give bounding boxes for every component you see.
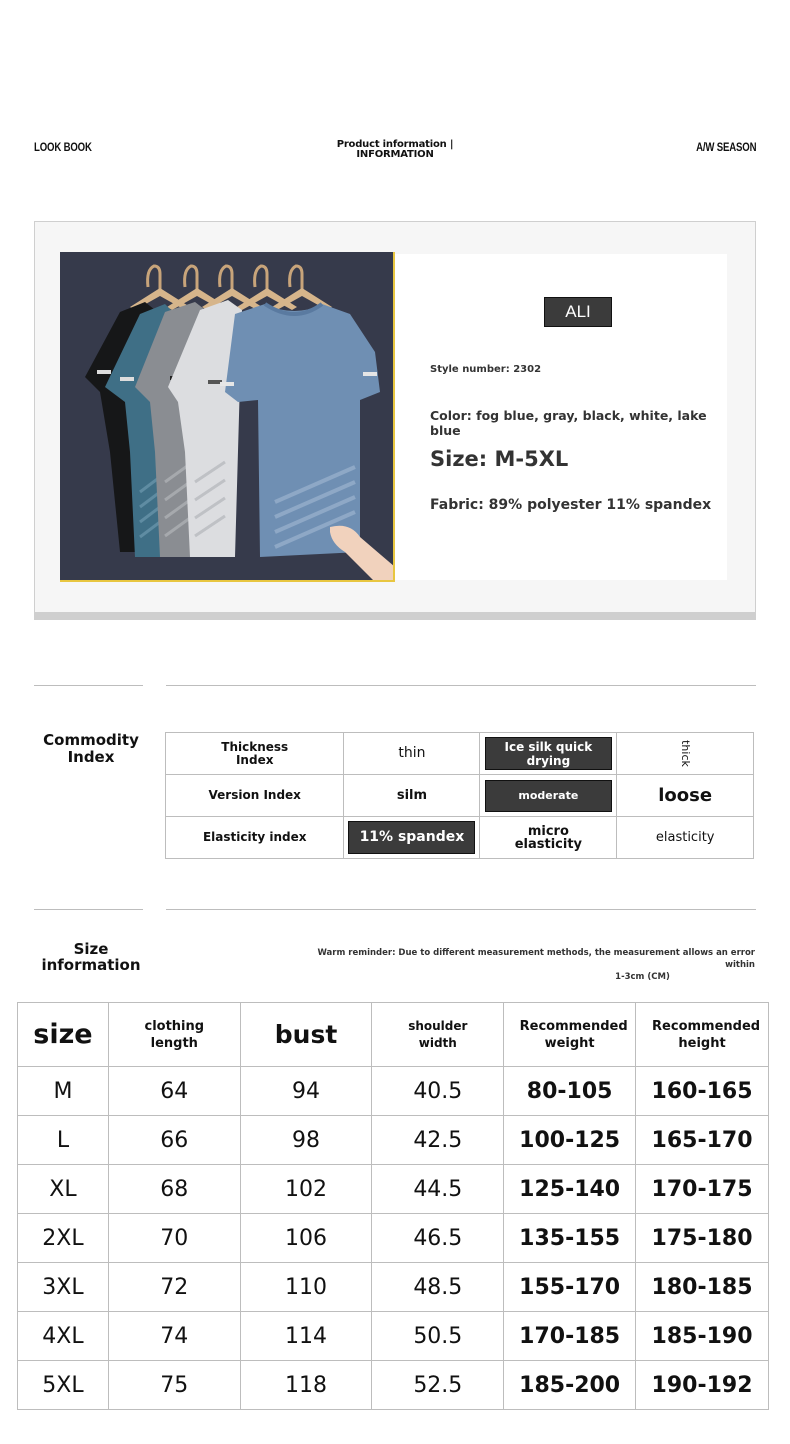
cell-length: 66 — [108, 1116, 240, 1165]
thickness-thin: thin — [344, 733, 480, 775]
card-bottom-shadow — [34, 612, 756, 620]
cell-weight: 80-105 — [504, 1067, 636, 1116]
elasticity-spandex — [344, 817, 480, 859]
cell-shoulder: 46.5 — [372, 1214, 504, 1263]
col-bust: bust — [240, 1003, 372, 1067]
elasticity-micro: micro elasticity — [480, 817, 617, 859]
header-right-label: A/W SEASON — [695, 140, 756, 154]
col-recommended-weight: Recommended weight — [504, 1003, 636, 1067]
table-row — [18, 1116, 769, 1165]
warm-reminder — [300, 947, 755, 983]
cell-weight: 155-170 — [504, 1263, 636, 1312]
cell-bust: 102 — [240, 1165, 372, 1214]
divider-left — [34, 685, 143, 686]
size-info: Size: M-5XL — [430, 447, 569, 471]
header-center-line1: Product information | — [336, 139, 454, 150]
header-center-line2: INFORMATION — [356, 149, 434, 160]
table-row — [18, 1067, 769, 1116]
cell-weight: 135-155 — [504, 1214, 636, 1263]
divider-right — [166, 685, 756, 686]
product-photo — [60, 252, 395, 582]
col-recommended-height: Recommended height — [636, 1003, 769, 1067]
style-number: Style number: 2302 — [430, 364, 542, 375]
divider-left — [34, 909, 143, 910]
cell-bust: 98 — [240, 1116, 372, 1165]
cell-bust: 110 — [240, 1263, 372, 1312]
cell-bust: 114 — [240, 1312, 372, 1361]
elasticity-elasticity: elasticity — [617, 817, 754, 859]
thickness-thick: thick — [617, 733, 754, 775]
cell-shoulder: 52.5 — [372, 1361, 504, 1410]
reminder-line2: 1-3cm (CM) — [615, 972, 670, 982]
product-info-card — [34, 221, 756, 620]
cell-size: 2XL — [18, 1214, 109, 1263]
fabric-info: Fabric: 89% polyester 11% spandex — [430, 497, 712, 513]
version-moderate — [480, 775, 617, 817]
table-row — [18, 1361, 769, 1410]
cell-length: 64 — [108, 1067, 240, 1116]
cell-weight: 185-200 — [504, 1361, 636, 1410]
cell-size: 3XL — [18, 1263, 109, 1312]
cell-length: 68 — [108, 1165, 240, 1214]
table-row — [166, 775, 754, 817]
selected-highlight: Ice silk quick drying — [485, 737, 612, 770]
size-table-header-row — [18, 1003, 769, 1067]
cell-bust: 118 — [240, 1361, 372, 1410]
commodity-index-table — [165, 732, 754, 859]
table-row — [18, 1165, 769, 1214]
brand-badge: ALI — [544, 297, 612, 327]
version-label: Version Index — [166, 775, 344, 817]
cell-size: XL — [18, 1165, 109, 1214]
col-size: size — [18, 1003, 109, 1067]
cell-height: 170-175 — [636, 1165, 769, 1214]
thickness-label: Thickness Index — [166, 733, 344, 775]
cell-bust: 94 — [240, 1067, 372, 1116]
cell-height: 165-170 — [636, 1116, 769, 1165]
cell-shoulder: 48.5 — [372, 1263, 504, 1312]
cell-height: 190-192 — [636, 1361, 769, 1410]
cell-height: 185-190 — [636, 1312, 769, 1361]
header-center-label — [295, 140, 495, 160]
col-clothing-length: clothing length — [108, 1003, 240, 1067]
cell-size: 4XL — [18, 1312, 109, 1361]
cell-weight: 100-125 — [504, 1116, 636, 1165]
color-info: Color: fog blue, gray, black, white, lake blue — [430, 408, 707, 438]
col-shoulder-width: shoulder width — [372, 1003, 504, 1067]
cell-height: 160-165 — [636, 1067, 769, 1116]
cell-shoulder: 42.5 — [372, 1116, 504, 1165]
cell-size: 5XL — [18, 1361, 109, 1410]
product-info-panel — [395, 254, 727, 580]
table-row — [166, 733, 754, 775]
cell-bust: 106 — [240, 1214, 372, 1263]
size-chart-table — [17, 1002, 769, 1410]
divider-right — [166, 909, 756, 910]
commodity-index-title: Commodity Index — [43, 731, 139, 766]
cell-size: L — [18, 1116, 109, 1165]
cell-length: 74 — [108, 1312, 240, 1361]
elasticity-label: Elasticity index — [166, 817, 344, 859]
header-left-label: LOOK BOOK — [34, 140, 92, 154]
size-information-title: Size information — [41, 940, 141, 974]
version-loose: loose — [617, 775, 754, 817]
thickness-ice-silk — [480, 733, 617, 775]
cell-shoulder: 50.5 — [372, 1312, 504, 1361]
cell-shoulder: 40.5 — [372, 1067, 504, 1116]
table-row — [166, 817, 754, 859]
cell-size: M — [18, 1067, 109, 1116]
cell-length: 75 — [108, 1361, 240, 1410]
selected-highlight: moderate — [485, 780, 612, 812]
selected-highlight: 11% spandex — [348, 821, 475, 854]
cell-weight: 170-185 — [504, 1312, 636, 1361]
table-row — [18, 1214, 769, 1263]
cell-length: 72 — [108, 1263, 240, 1312]
cell-shoulder: 44.5 — [372, 1165, 504, 1214]
cell-length: 70 — [108, 1214, 240, 1263]
table-row — [18, 1263, 769, 1312]
cell-height: 180-185 — [636, 1263, 769, 1312]
tshirts-image — [60, 252, 395, 582]
reminder-line1: Warm reminder: Due to different measurement methods, the measurement allows an error within — [317, 948, 755, 970]
version-silm: silm — [344, 775, 480, 817]
cell-height: 175-180 — [636, 1214, 769, 1263]
table-row — [18, 1312, 769, 1361]
cell-weight: 125-140 — [504, 1165, 636, 1214]
